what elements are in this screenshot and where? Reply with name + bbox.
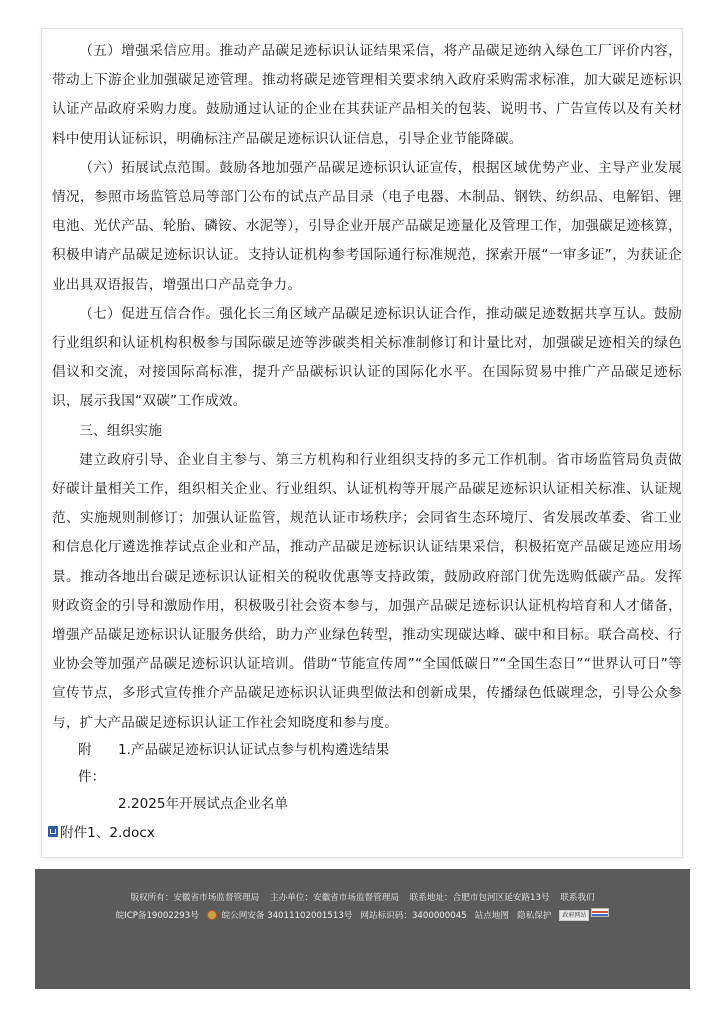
attachment-item: 2.2025年开展试点企业名单 (118, 796, 288, 812)
footer-police-text[interactable]: 皖公网安备 34011102001513号 (221, 910, 353, 921)
article-body (52, 37, 682, 738)
footer-info-line (35, 891, 690, 903)
footer-contact-link[interactable]: 联系我们 (560, 893, 595, 903)
footer-site-id: 网站标识码：3400000045 (360, 910, 467, 921)
gov-site-badge[interactable]: 政府网站 (559, 910, 589, 921)
article-card (41, 28, 683, 858)
footer-icp-link[interactable]: 皖ICP备19002293号 (115, 910, 199, 921)
attachment-file-link[interactable] (48, 821, 155, 841)
attachments-label: 附件： (78, 742, 106, 785)
footer-police-record[interactable] (207, 909, 353, 921)
paragraph-increase-adoption: （五）增强采信应用。推动产品碳足迹标识认证结果采信，将产品碳足迹纳入绿色工厂评价内容，带动上下游企业加强碳足迹管理。推动将碳足迹管理相关要求纳入政府采购需求标准，加大碳足迹标识认证产品政府采购力度。鼓励通过认证的企业在其获证产品相关的包装、说明书、广告宣传以及有关材料中使用认证标识，明确标注产品碳足迹标识认证信息，引导企业节能降碳。 (52, 43, 682, 147)
attachment-file-name[interactable]: 附件1、2.docx (60, 825, 155, 841)
footer-sponsor: 主办单位：安徽省市场监督管理局 (270, 893, 399, 903)
paragraph-expand-pilot: （六）拓展试点范围。鼓励各地加强产品碳足迹标识认证宣传，根据区域优势产业、主导产业发展情况，参照市场监管总局等部门公布的试点产品目录（电子电器、木制品、钢铁、纺织品、电解铝、锂电池、光伏产品、轮胎、磷铵、水泥等），引导企业开展产品碳足迹量化及管理工作，加强碳足迹核算，积极申请产品碳足迹标识认证。支持认证机构参考国际通行标准规范，探索开展“一审多证”，为获证企业出具双语报告，增强出口产品竞争力。 (52, 159, 683, 293)
attachment-item: 1.产品碳足迹标识认证试点参与机构遴选结果 (118, 742, 390, 758)
footer-registration-line (35, 908, 690, 921)
paragraph-organization: 建立政府引导、企业自主参与、第三方机构和行业组织支持的多元工作机制。省市场监管局负责做好碳计量相关工作，组织相关企业、行业组织、认证机构等开展产品碳足迹标识认证相关标准、认证规范、实施规则制修订；加强认证监管，规范认证市场秩序；会同省生态环境厅、省发展改革委、省工业和信息化厅遴选推荐试点企业和产品，推动产品碳足迹标识认证结果采信，积极拓宽产品碳足迹应用场景。推动各地出台碳足迹标识认证相关的税收优惠等支持政策，鼓励政府部门优先选购低碳产品。发挥财政资金的引导和激励作用，积极吸引社会资本参与，加强产品碳足迹标识认证机构培育和人才储备，增强产品碳足迹标识认证服务供给，助力产业绿色转型，推动实现碳达峰、碳中和目标。联合高校、行业协会等加强产品碳足迹标识认证培训。借助“节能宣传周”“全国低碳日”“全国生态日”“世界认可日”等宣传节点，多形式宣传推介产品碳足迹标识认证典型做法和创新成果，传播绿色低碳理念，引导公众参与，扩大产品碳足迹标识认证工作社会知晓度和参与度。 (52, 451, 682, 731)
footer-privacy-link[interactable]: 隐私保护 (517, 910, 552, 921)
footer-copyright: 版权所有：安徽省市场监督管理局 (130, 893, 260, 903)
site-footer (35, 869, 690, 989)
word-document-icon (48, 826, 58, 837)
footer-badges[interactable] (559, 908, 609, 921)
paragraph-mutual-trust: （七）促进互信合作。强化长三角区域产品碳足迹标识认证合作，推动碳足迹数据共享互认。鼓励行业组织和认证机构积极参与国际碳足迹等涉碳类相关标准制修订和计量比对，加强碳足迹相关的绿色倡议和交流，对接国际高标准，提升产品碳标识认证的国际化水平。在国际贸易中推广产品碳足迹标识，展示我国“双碳”工作成效。 (52, 305, 682, 410)
site-error-report-icon[interactable] (591, 908, 609, 917)
police-badge-icon (207, 910, 217, 920)
attachments-list (78, 737, 389, 818)
footer-address: 联系地址：合肥市包河区延安路13号 (409, 893, 550, 903)
section-heading: 三、组织实施 (79, 422, 163, 439)
footer-sitemap-link[interactable]: 站点地图 (474, 910, 510, 921)
